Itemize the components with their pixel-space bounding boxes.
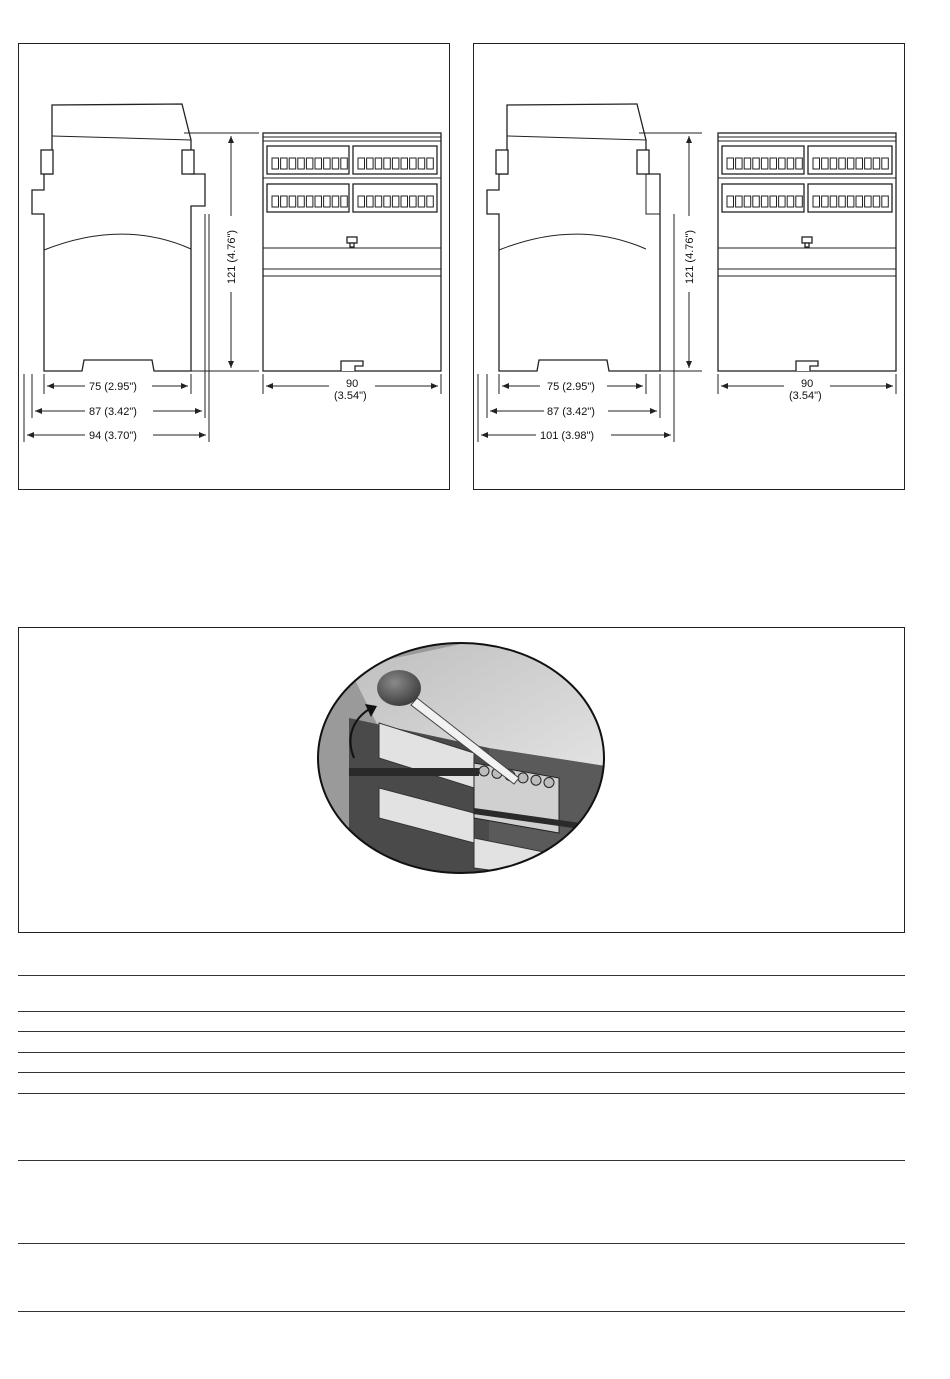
terminal-pin xyxy=(839,158,846,169)
terminal-pin xyxy=(358,158,365,169)
terminal-pin xyxy=(272,196,279,207)
terminal-pin xyxy=(873,196,880,207)
terminal-pin xyxy=(392,158,399,169)
table-rule xyxy=(18,1072,905,1073)
terminal-pin xyxy=(392,196,399,207)
width-dim-75-label: 75 (2.95") xyxy=(547,381,595,393)
front-width-inch: (3.54") xyxy=(789,390,822,402)
terminal-pin xyxy=(272,158,279,169)
front-width-inch: (3.54") xyxy=(334,390,367,402)
terminal-pin xyxy=(427,158,434,169)
terminal-removal-illustration xyxy=(18,627,905,933)
terminal-pin xyxy=(744,158,751,169)
dimension-drawing-right xyxy=(473,43,905,490)
terminal-pin xyxy=(289,196,296,207)
terminal-pin xyxy=(865,158,872,169)
terminal-pin xyxy=(856,196,863,207)
terminal-pin xyxy=(341,196,348,207)
width-dim-87-label: 87 (3.42") xyxy=(547,406,595,418)
terminal-pin xyxy=(727,196,734,207)
terminal-pin xyxy=(865,196,872,207)
terminal-screw xyxy=(531,775,541,785)
width-dimension-94 xyxy=(27,430,206,442)
terminal-screw xyxy=(479,766,489,776)
terminal-pin xyxy=(418,196,425,207)
terminal-pin xyxy=(779,158,786,169)
terminal-screw xyxy=(544,778,554,788)
terminal-pin xyxy=(813,196,820,207)
terminal-pin xyxy=(332,196,339,207)
width-dimension-101 xyxy=(481,430,671,442)
terminal-pin xyxy=(770,196,777,207)
width-dim-87-label: 87 (3.42") xyxy=(89,406,137,418)
terminal-pin xyxy=(761,158,768,169)
terminal-pin xyxy=(796,158,803,169)
terminal-pin xyxy=(787,196,794,207)
terminal-pin xyxy=(410,158,417,169)
height-dimension xyxy=(684,136,696,368)
table-rule xyxy=(18,1243,905,1244)
terminal-pin xyxy=(822,158,829,169)
magnified-view xyxy=(309,638,619,878)
front-width-value: 90 xyxy=(801,378,814,390)
terminal-pin xyxy=(306,158,313,169)
side-view-housing xyxy=(487,104,660,371)
terminal-pin xyxy=(822,196,829,207)
terminal-pin xyxy=(727,158,734,169)
screwdriver-handle xyxy=(377,670,421,706)
terminal-pin xyxy=(401,196,408,207)
terminal-pin xyxy=(839,196,846,207)
height-dim-label: 121 (4.76") xyxy=(684,229,696,284)
terminal-pin xyxy=(744,196,751,207)
width-dimension-87 xyxy=(490,406,657,418)
terminal-pin xyxy=(298,196,305,207)
terminal-pin xyxy=(796,196,803,207)
width-dimension-87 xyxy=(35,406,202,418)
width-dimension-75 xyxy=(502,381,643,393)
terminal-pin xyxy=(813,158,820,169)
width-dimension-75 xyxy=(47,381,188,393)
terminal-pin xyxy=(830,158,837,169)
terminal-pin xyxy=(324,158,331,169)
terminal-pin xyxy=(324,196,331,207)
dimension-drawing-left-svg xyxy=(19,44,451,491)
terminal-pin xyxy=(418,158,425,169)
terminal-pin xyxy=(401,158,408,169)
terminal-pin xyxy=(856,158,863,169)
terminal-pin xyxy=(427,196,434,207)
side-view-housing xyxy=(32,104,205,371)
table-rule xyxy=(18,1093,905,1094)
terminal-pin xyxy=(384,158,391,169)
terminal-pin xyxy=(281,158,288,169)
terminal-pin xyxy=(375,158,382,169)
table-rule xyxy=(18,975,905,976)
width-dim-94-label: 94 (3.70") xyxy=(89,430,137,442)
height-dim-label: 121 (4.76") xyxy=(226,229,238,284)
table-rule xyxy=(18,1011,905,1012)
terminal-pin xyxy=(332,158,339,169)
terminal-pin xyxy=(341,158,348,169)
table-rule xyxy=(18,1031,905,1032)
terminal-pin xyxy=(367,196,374,207)
terminal-pin xyxy=(367,158,374,169)
terminal-pin xyxy=(882,196,889,207)
terminal-pin xyxy=(298,158,305,169)
width-dim-101-label: 101 (3.98") xyxy=(540,430,595,442)
terminal-pin xyxy=(281,196,288,207)
terminal-pin xyxy=(306,196,313,207)
height-dimension xyxy=(226,136,238,368)
terminal-pin xyxy=(410,196,417,207)
dimension-drawing-right-svg xyxy=(474,44,906,491)
dimension-drawing-left xyxy=(18,43,450,490)
table-rule xyxy=(18,1311,905,1312)
terminal-pin xyxy=(315,196,322,207)
terminal-pin xyxy=(289,158,296,169)
terminal-pin xyxy=(882,158,889,169)
front-width-dimension xyxy=(718,374,896,402)
table-rule xyxy=(18,1160,905,1161)
terminal-pin xyxy=(375,196,382,207)
terminal-removal-illustration-svg xyxy=(19,628,906,934)
front-width-dimension xyxy=(263,374,441,402)
terminal-pin xyxy=(761,196,768,207)
terminal-pin xyxy=(753,196,760,207)
terminal-pin xyxy=(873,158,880,169)
terminal-pin xyxy=(358,196,365,207)
table-rule xyxy=(18,1052,905,1053)
terminal-pin xyxy=(736,158,743,169)
terminal-pin xyxy=(847,158,854,169)
terminal-pin xyxy=(384,196,391,207)
front-width-value: 90 xyxy=(346,378,359,390)
width-dim-75-label: 75 (2.95") xyxy=(89,381,137,393)
terminal-pin xyxy=(770,158,777,169)
terminal-pin xyxy=(779,196,786,207)
terminal-pin xyxy=(847,196,854,207)
terminal-pin xyxy=(315,158,322,169)
terminal-pin xyxy=(830,196,837,207)
terminal-pin xyxy=(787,158,794,169)
terminal-pin xyxy=(736,196,743,207)
terminal-pin xyxy=(753,158,760,169)
